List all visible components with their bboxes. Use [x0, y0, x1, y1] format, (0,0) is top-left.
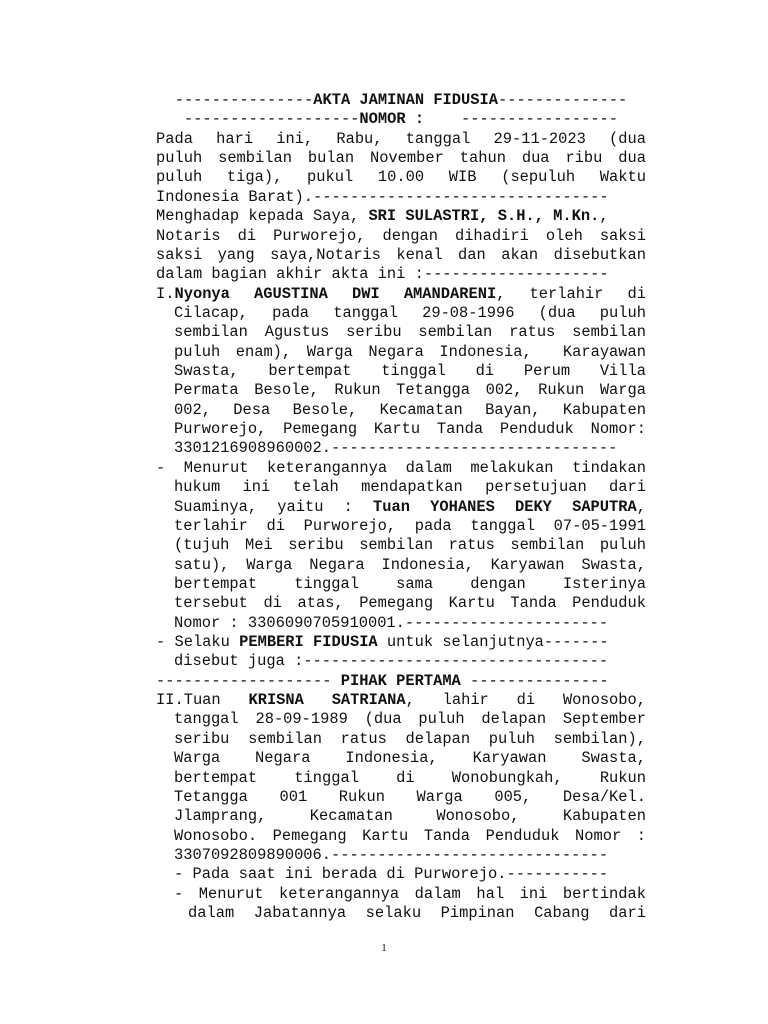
- giver-line: - Selaku PEMBERI FIDUSIA untuk selanjutnya-------: [156, 633, 609, 651]
- party-one-line: Purworejo, Pemegang Kartu Tanda Penduduk Nomor:: [174, 420, 646, 439]
- party-one-line: 3301216908960002.-------------------------------: [174, 439, 618, 458]
- opening-line: Indonesia Barat).--------------------------------: [156, 187, 609, 206]
- notary-line: Notaris di Purworejo, dengan dihadiri oleh saksi: [156, 226, 646, 245]
- consent-line: bertempat tinggal sama dengan Isterinya: [174, 574, 646, 593]
- party-two-line: bertempat tinggal di Wonobungkah, Rukun: [174, 768, 646, 787]
- notary-line: Menghadap kepada Saya, SRI SULASTRI, S.H., M.Kn.,: [156, 207, 609, 226]
- consent-line: - Menurut keterangannya dalam melakukan tindakan: [156, 458, 646, 477]
- party-one-line: Swasta, bertempat tinggal di Perum Villa: [174, 362, 646, 380]
- capacity-line: dalam Jabatannya selaku Pimpinan Cabang dari: [188, 904, 646, 922]
- party-one-line: puluh enam), Warga Negara Indonesia, Karayawan: [174, 342, 646, 361]
- party-two-line: Jlamprang, Kecamatan Wonosobo, Kabupaten: [174, 807, 646, 826]
- page-number: 1: [381, 942, 387, 954]
- giver-line: disebut juga :---------------------------------: [174, 652, 609, 671]
- consent-line: Nomor : 3306090705910001.----------------------: [174, 613, 609, 632]
- consent-line: Suaminya, yaitu : Tuan YOHANES DEKY SAPUTRA,: [174, 497, 646, 516]
- party-two-line: seribu sembilan ratus delapan puluh sembilan),: [174, 729, 646, 748]
- party-one-line: 002, Desa Besole, Kecamatan Bayan, Kabupaten: [174, 400, 646, 419]
- party-two-line: II.Tuan KRISNA SATRIANA, lahir di Wonosobo,: [156, 691, 647, 710]
- document-title: ---------------AKTA JAMINAN FIDUSIA--------------: [174, 91, 628, 109]
- party-two-line: Tetangga 001 Rukun Warga 005, Desa/Kel.: [174, 787, 646, 806]
- consent-line: terlahir di Purworejo, pada tanggal 07-05-1991: [174, 516, 646, 535]
- location-line: - Pada saat ini berada di Purworejo.-----------: [174, 865, 609, 884]
- party-two-line: 3307092809890006.------------------------------: [174, 845, 609, 864]
- consent-line: hukum ini telah mendapatkan persetujuan dari: [174, 478, 646, 497]
- party-one-line: Permata Besole, Rukun Tetangga 002, Rukun Warga: [174, 381, 646, 400]
- party-two-line: Wonosobo. Pemegang Kartu Tanda Penduduk Nomor :: [174, 826, 646, 845]
- consent-line: (tujuh Mei seribu sembilan ratus sembilan puluh: [174, 536, 646, 555]
- notary-line: saksi yang saya,Notaris kenal dan akan disebutkan: [156, 245, 646, 264]
- document-number: -------------------NOMOR : -----------------: [183, 110, 619, 129]
- party-one-line: Cilacap, pada tanggal 29-08-1996 (dua puluh: [174, 303, 646, 322]
- consent-line: satu), Warga Negara Indonesia, Karyawan Swasta,: [174, 555, 646, 574]
- opening-line: Pada hari ini, Rabu, tanggal 29-11-2023 (dua: [156, 129, 646, 148]
- consent-line: tersebut di atas, Pemegang Kartu Tanda Penduduk: [174, 594, 646, 613]
- party-one-line: sembilan Agustus seribu sembilan ratus sembilan: [174, 323, 646, 342]
- notary-line: dalam bagian akhir akta ini :--------------------: [156, 265, 609, 284]
- opening-line: puluh tiga), pukul 10.00 WIB (sepuluh Waktu: [156, 168, 646, 187]
- capacity-line: - Menurut keterangannya dalam hal ini bertindak: [174, 884, 646, 903]
- party-two-line: Warga Negara Indonesia, Karyawan Swasta,: [174, 749, 646, 768]
- pihak-pertama-heading: ------------------- PIHAK PERTAMA ---------------: [156, 671, 609, 690]
- opening-line: puluh sembilan bulan November tahun dua ribu dua: [156, 149, 646, 168]
- party-two-line: tanggal 28-09-1989 (dua puluh delapan September: [174, 710, 646, 729]
- party-one-line: I.Nyonya AGUSTINA DWI AMANDARENI, terlahir di: [156, 284, 646, 303]
